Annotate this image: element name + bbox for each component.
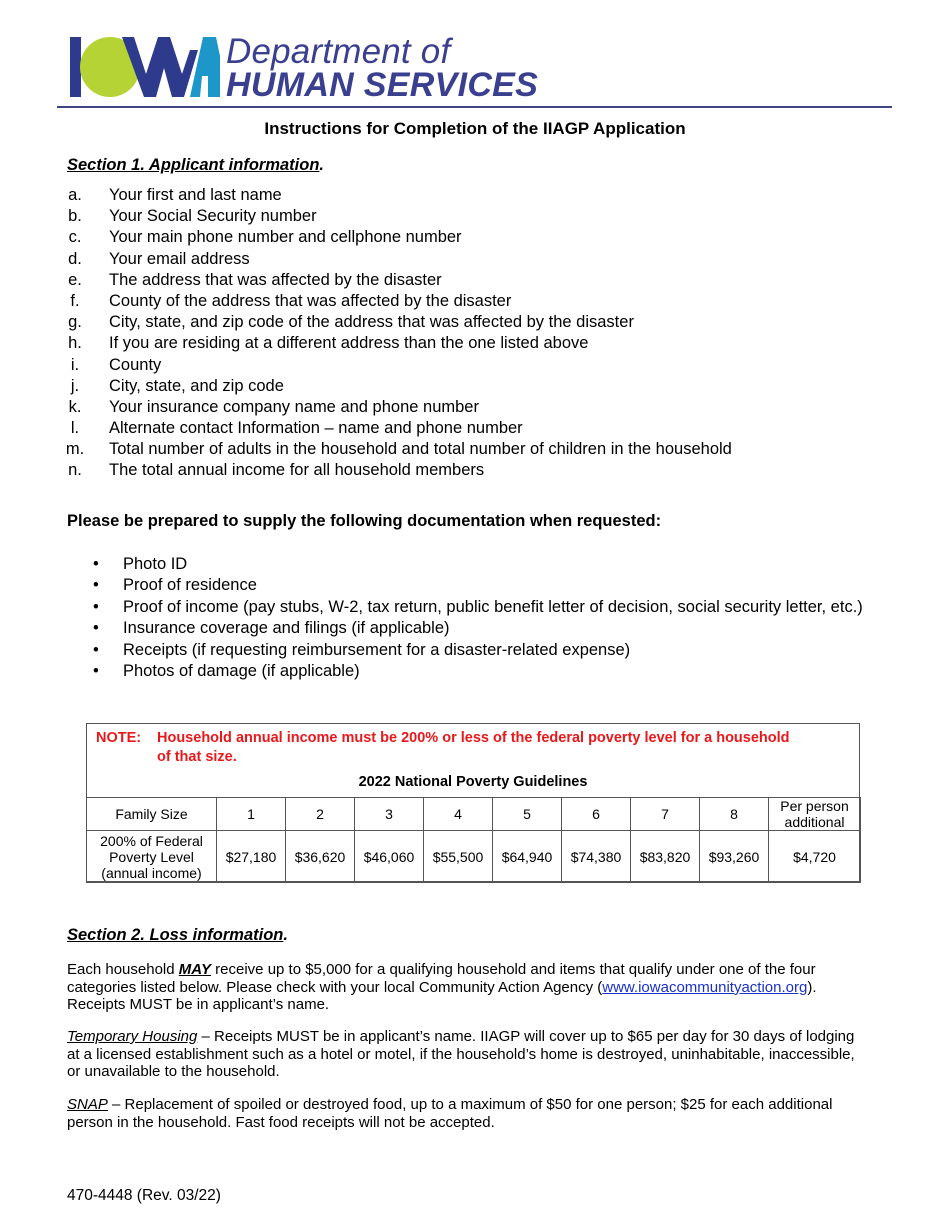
iowa-logo <box>70 34 220 100</box>
list-item <box>60 250 880 271</box>
documentation-item <box>93 662 873 681</box>
temporary-housing-label: Temporary Housing <box>67 1028 198 1045</box>
list-item-text: County of the address that was affected by the disaster <box>109 291 512 310</box>
intro-mid: receive up to $5,000 for a qualifying household and items that qualify under one of the four categories listed below. Please check with your local Community Action Agency ( <box>67 961 816 996</box>
document-title: Instructions for Completion of the IIAGP Application <box>264 119 686 138</box>
list-item-letter: e. <box>68 270 82 289</box>
department-name-line1: Department of <box>226 32 451 71</box>
poverty-guidelines-box <box>86 723 860 882</box>
documentation-item <box>93 641 873 660</box>
list-item-text: Total number of adults in the household and total number of children in the household <box>109 440 732 459</box>
logo-letter-a <box>190 37 220 97</box>
list-item-letter: h. <box>68 334 82 353</box>
logo-letter-i <box>70 37 81 97</box>
income-limit-cell: $55,500 <box>424 831 493 883</box>
bullet-icon: • <box>93 576 99 595</box>
income-limit-cell: $27,180 <box>217 831 286 883</box>
list-item-text: The total annual income for all household members <box>109 461 485 480</box>
list-item <box>60 356 880 377</box>
list-item-text: The address that was affected by the disaster <box>109 270 442 289</box>
documentation-item <box>93 598 873 617</box>
documentation-item <box>93 555 873 574</box>
income-limit-cell: $74,380 <box>562 831 631 883</box>
section2-heading-suffix: . <box>283 926 288 944</box>
documentation-item-text: Photos of damage (if applicable) <box>123 661 360 680</box>
list-item-text: City, state, and zip code of the address that was affected by the disaster <box>109 313 634 332</box>
per-person-amount-cell: $4,720 <box>769 831 861 883</box>
list-item <box>60 377 880 398</box>
income-limit-label: 200% of Federal Poverty Level (annual income) <box>87 831 217 883</box>
list-item <box>60 419 880 440</box>
section2-heading-text: Section 2. Loss information <box>67 926 284 944</box>
note-label: NOTE: <box>96 730 142 746</box>
list-item <box>60 440 880 461</box>
department-name-line2: HUMAN SERVICES <box>226 66 539 104</box>
temporary-housing-text: – Receipts MUST be in applicant’s name. IIAGP will cover up to $65 per day for 30 days of lodging at a licensed establishment such as a hotel or motel, if the household’s home is destroyed, uninhabitable, inaccessible, or unavailable to the household. <box>67 1028 855 1081</box>
intro-post: ). Receipts MUST be in applicant’s name. <box>67 978 817 1014</box>
documentation-heading: Please be prepared to supply the following documentation when requested: <box>67 512 662 530</box>
note-body: Household annual income must be 200% or less of the federal poverty level for a household of that size. <box>157 730 790 765</box>
list-item <box>60 398 880 419</box>
family-size-cell: 3 <box>355 798 424 831</box>
loss-intro-paragraph <box>67 961 867 1014</box>
family-size-cell: 4 <box>424 798 493 831</box>
family-size-cell: 1 <box>217 798 286 831</box>
documentation-item-text: Photo ID <box>123 555 188 573</box>
income-limit-row <box>87 831 861 883</box>
family-size-cell: 2 <box>286 798 355 831</box>
list-item <box>60 461 880 482</box>
list-item <box>60 292 880 313</box>
documentation-item-text: Receipts (if requesting reimbursement for a disaster-related expense) <box>123 640 631 659</box>
list-item-text: County <box>109 355 162 374</box>
intro-may: MAY <box>178 961 211 978</box>
snap-paragraph <box>67 1096 867 1131</box>
list-item-letter: m. <box>65 440 85 459</box>
list-item-letter: f. <box>70 291 80 310</box>
section2-heading <box>67 926 288 945</box>
list-item-letter: k. <box>68 397 82 416</box>
section1-heading-text: Section 1. Applicant information <box>67 156 320 174</box>
family-size-cell: 7 <box>631 798 700 831</box>
list-item <box>60 207 880 228</box>
list-item-letter: l. <box>70 419 80 438</box>
snap-text: – Replacement of spoiled or destroyed food, up to a maximum of $50 for one person; $25 for each additional person in the household. Fast food receipts will not be accepted. <box>67 1096 833 1131</box>
documentation-item <box>93 576 873 595</box>
list-item-text: City, state, and zip code <box>109 376 284 395</box>
bullet-icon: • <box>93 555 99 573</box>
poverty-table-title: 2022 National Poverty Guidelines <box>358 774 588 790</box>
list-item-letter: g. <box>68 313 82 332</box>
documentation-item-text: Insurance coverage and filings (if applicable) <box>123 619 450 638</box>
form-number: 470-4448 (Rev. 03/22) <box>67 1187 221 1204</box>
intro-pre: Each household <box>67 961 179 978</box>
poverty-table <box>86 797 861 883</box>
list-item-text: Your Social Security number <box>109 207 317 226</box>
community-action-link[interactable]: www.iowacommunityaction.org <box>602 978 808 996</box>
logo-letter-w <box>122 37 198 97</box>
section1-heading-suffix: . <box>319 156 325 174</box>
per-person-header-cell: Per person additional <box>769 798 861 831</box>
list-item-letter: j. <box>70 376 80 395</box>
bullet-icon: • <box>93 661 99 680</box>
list-item-text: Your main phone number and cellphone number <box>109 228 462 247</box>
list-item-letter: n. <box>68 461 82 480</box>
temporary-housing-paragraph <box>67 1028 867 1081</box>
list-item-letter: b. <box>68 207 82 226</box>
list-item <box>60 228 880 249</box>
family-size-cell: 6 <box>562 798 631 831</box>
applicant-info-list <box>60 186 880 483</box>
income-limit-cell: $83,820 <box>631 831 700 883</box>
list-item <box>60 186 880 207</box>
list-item-letter: c. <box>68 228 82 247</box>
family-size-label: Family Size <box>87 798 217 831</box>
list-item-text: Your first and last name <box>109 186 282 204</box>
bullet-icon: • <box>93 597 99 616</box>
family-size-row <box>87 798 861 831</box>
family-size-cell: 8 <box>700 798 769 831</box>
list-item-text: If you are residing at a different address than the one listed above <box>109 334 589 353</box>
list-item-text: Your email address <box>109 249 250 268</box>
list-item-text: Alternate contact Information – name and phone number <box>109 419 523 438</box>
section1-heading <box>67 156 324 175</box>
list-item-letter: i. <box>70 355 80 374</box>
documentation-item-text: Proof of residence <box>123 576 257 595</box>
income-limit-cell: $36,620 <box>286 831 355 883</box>
income-limit-cell: $93,260 <box>700 831 769 883</box>
header-divider <box>57 106 892 108</box>
documentation-item-text: Proof of income (pay stubs, W-2, tax return, public benefit letter of decision, social security letter, etc.) <box>123 597 863 616</box>
snap-label: SNAP <box>67 1096 108 1113</box>
bullet-icon: • <box>93 640 99 659</box>
bullet-icon: • <box>93 619 99 638</box>
list-item-letter: a. <box>68 186 82 204</box>
documentation-item <box>93 619 873 638</box>
list-item <box>60 313 880 334</box>
list-item <box>60 271 880 292</box>
list-item-text: Your insurance company name and phone number <box>109 397 479 416</box>
income-limit-cell: $46,060 <box>355 831 424 883</box>
list-item <box>60 334 880 355</box>
family-size-cell: 5 <box>493 798 562 831</box>
documentation-list <box>93 555 873 683</box>
income-limit-cell: $64,940 <box>493 831 562 883</box>
list-item-letter: d. <box>68 249 82 268</box>
